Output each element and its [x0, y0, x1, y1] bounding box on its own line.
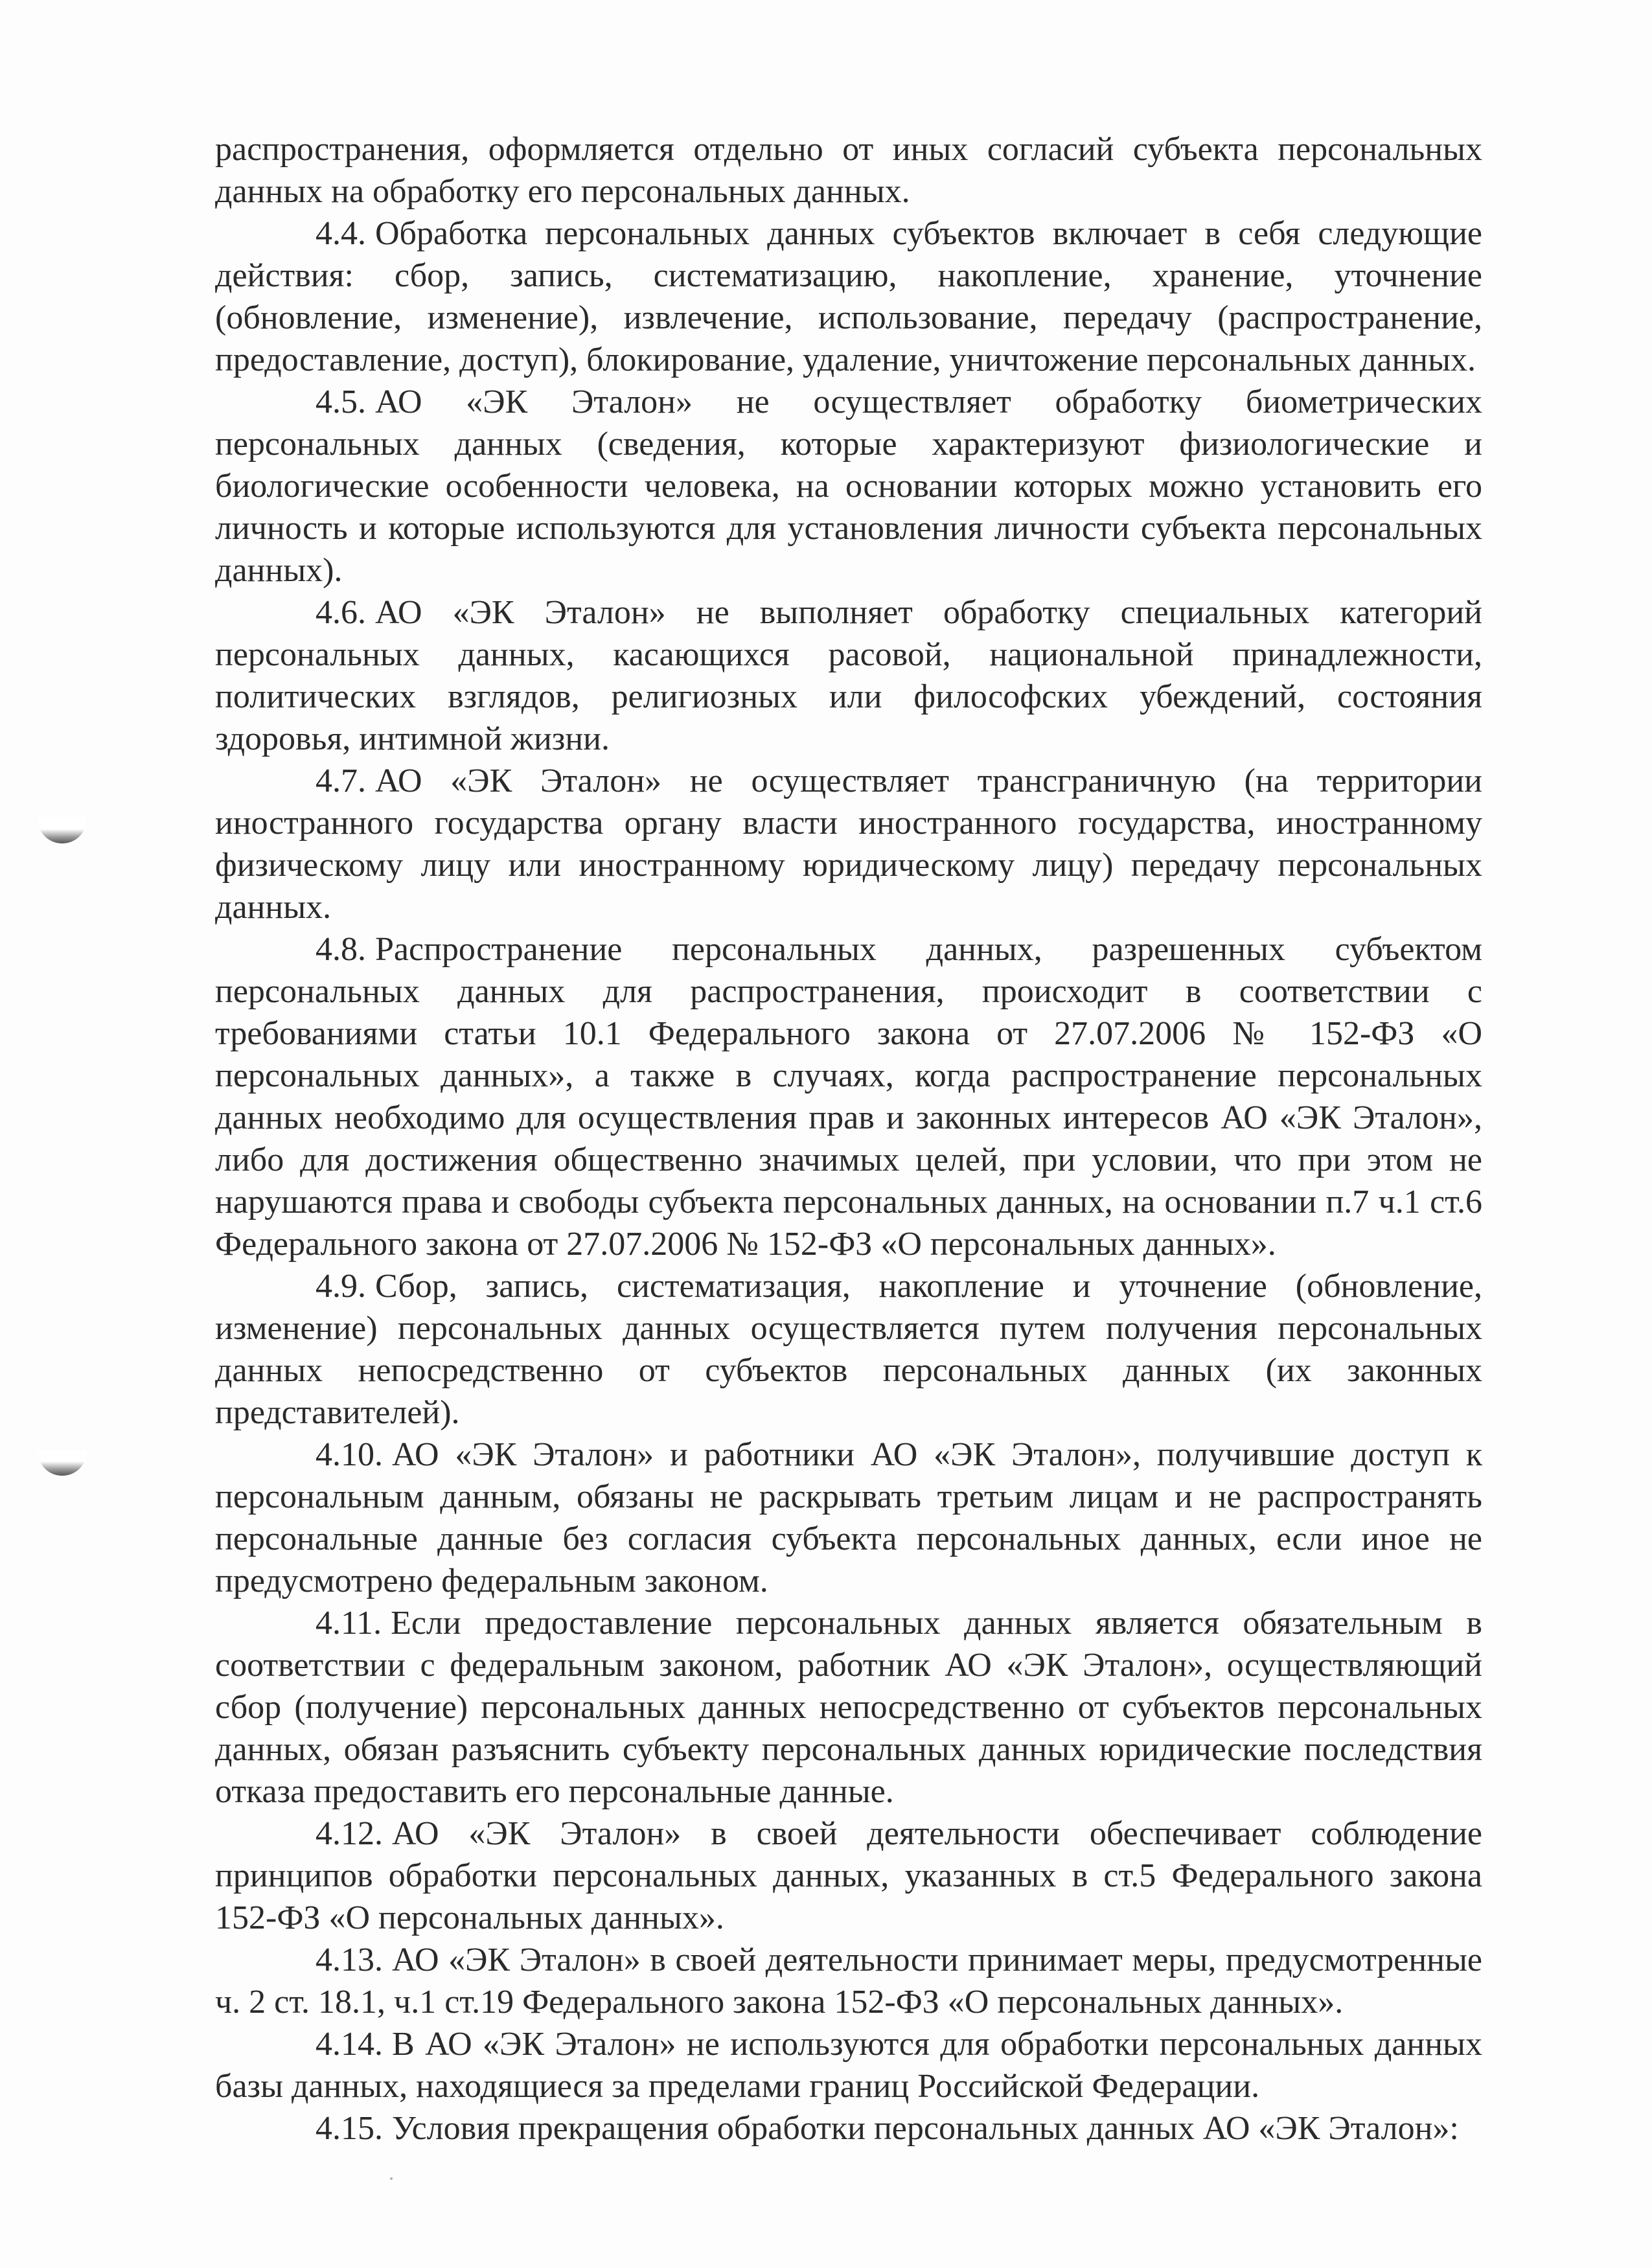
paragraph-text: Обработка персональных данных субъектов включает в себя следующие действия: сбор, запись, систематизацию, накопление, хранение, уточнение (обновление, изменение), извлечение, использование, передачу (распространение, предоставление, доступ), блокирование, удаление, уничтожение персональных данных. [215, 215, 1482, 378]
paragraph-text: АО «ЭК Эталон» не выполняет обработку специальных категорий персональных данных, касающихся расовой, национальной принадлежности, политических взглядов, религиозных или философских убеждений, состояния здоровья, интимной жизни. [215, 594, 1482, 757]
paragraph-4-11 [215, 1602, 1482, 1813]
scan-speck [390, 2177, 393, 2180]
paragraph-text: АО «ЭК Эталон» и работники АО «ЭК Эталон», получившие доступ к персональным данным, обязаны не раскрывать третьим лицам и не распространять персональные данные без согласия субъекта персональных данных, если иное не предусмотрено федеральным законом. [215, 1436, 1482, 1599]
paragraph-number: 4.10. [315, 1436, 383, 1473]
paragraph-text: АО «ЭК Эталон» не осуществляет трансграничную (на территории иностранного государства органу власти иностранного государства, иностранному физическому лицу или иностранному юридическому лицу) передачу персональных данных. [215, 762, 1482, 926]
paragraph-4-7 [215, 760, 1482, 928]
paragraph-number: 4.6. [315, 594, 366, 631]
paragraph-text: АО «ЭК Эталон» в своей деятельности принимает меры, предусмотренные ч. 2 ст. 18.1, ч.1 ст.19 Федерального закона 152-ФЗ «О персональных данных». [215, 1942, 1482, 2021]
paragraph-number: 4.15. [315, 2110, 383, 2147]
paragraph-4-13 [215, 1939, 1482, 2023]
paragraph-number: 4.5. [315, 384, 366, 420]
paragraph-number: 4.7. [315, 762, 366, 799]
paragraph-text: В АО «ЭК Эталон» не используются для обработки персональных данных базы данных, находящиеся за пределами границ Российской Федерации. [215, 2026, 1482, 2105]
paragraph-number: 4.13. [315, 1942, 383, 1978]
paragraph-text: АО «ЭК Эталон» не осуществляет обработку биометрических персональных данных (сведения, которые характеризуют физиологические и биологические особенности человека, на основании которых можно установить его личность и которые используются для установления личности субъекта персональных данных). [215, 384, 1482, 589]
paragraph-number: 4.9. [315, 1268, 366, 1305]
paragraph-number: 4.4. [315, 215, 366, 252]
paragraph-text: Если предоставление персональных данных является обязательным в соответствии с федеральным законом, работник АО «ЭК Эталон», осуществляющий сбор (получение) персональных данных непосредственно от субъектов персональных данных, обязан разъяснить субъекту персональных данных юридические последствия отказа предоставить его персональные данные. [215, 1605, 1482, 1810]
paragraph-4-8 [215, 928, 1482, 1265]
paragraph-number: 4.14. [315, 2026, 383, 2063]
paragraph-4-6 [215, 591, 1482, 760]
punch-hole-top [38, 818, 87, 843]
paragraph-number: 4.12. [315, 1815, 383, 1852]
paragraph-4-15 [215, 2107, 1482, 2149]
paragraph-text: Сбор, запись, систематизация, накопление и уточнение (обновление, изменение) персональных данных осуществляется путем получения персональных данных непосредственно от субъектов персональных данных (их законных представителей). [215, 1268, 1482, 1431]
paragraph-text: Условия прекращения обработки персональных данных АО «ЭК Эталон»: [392, 2110, 1459, 2147]
paragraph-4-5 [215, 381, 1482, 591]
paragraph-text: АО «ЭК Эталон» в своей деятельности обеспечивает соблюдение принципов обработки персональных данных, указанных в ст.5 Федерального закона 152-ФЗ «О персональных данных». [215, 1815, 1482, 1936]
document-body [215, 128, 1482, 2149]
paragraph-number: 4.8. [315, 931, 366, 968]
paragraph-4-12 [215, 1813, 1482, 1939]
paragraph-4-14 [215, 2023, 1482, 2107]
paragraph-text: Распространение персональных данных, разрешенных субъектом персональных данных для распространения, происходит в соответствии с требованиями статьи 10.1 Федерального закона от 27.07.2006 № 152-ФЗ «О персональных данных», а также в случаях, когда распространение персональных данных необходимо для осуществления прав и законных интересов АО «ЭК Эталон», либо для достижения общественно значимых целей, при условии, что при этом не нарушаются права и свободы субъекта персональных данных, на основании п.7 ч.1 ст.6 Федерального закона от 27.07.2006 № 152-ФЗ «О персональных данных». [215, 931, 1482, 1263]
paragraph-4-10 [215, 1434, 1482, 1602]
paragraph-4-9 [215, 1265, 1482, 1434]
paragraph-number: 4.11. [315, 1605, 382, 1642]
punch-hole-bottom [38, 1450, 87, 1476]
paragraph-4-4 [215, 212, 1482, 381]
continuation-paragraph: распространения, оформляется отдельно от иных согласий субъекта персональных данных на обработку его персональных данных. [215, 131, 1482, 210]
